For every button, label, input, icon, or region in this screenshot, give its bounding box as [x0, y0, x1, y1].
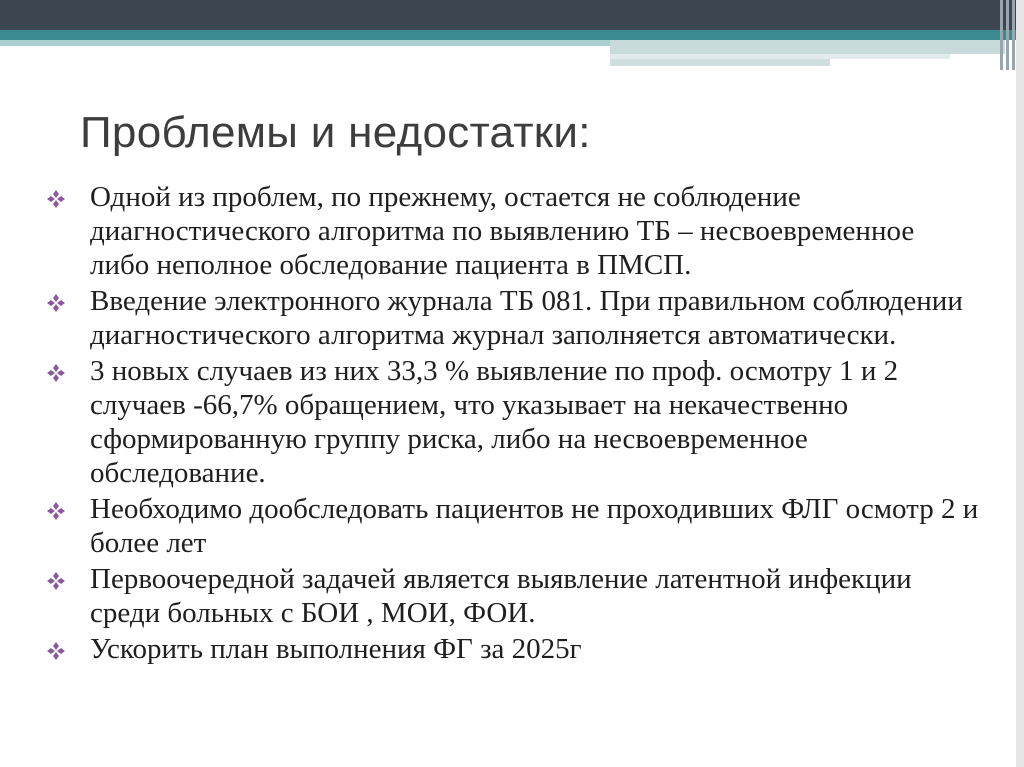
bullet-list	[40, 180, 980, 668]
bullet-item	[40, 632, 980, 666]
header-accent-band	[0, 30, 1024, 40]
diamond-bullet-icon	[46, 501, 66, 521]
slide-title: Проблемы и недостатки:	[80, 108, 591, 157]
bullet-item	[40, 562, 980, 630]
header-decor-bar	[610, 59, 830, 66]
bullet-text: Ускорить план выполнения ФГ за 2025г	[90, 633, 582, 665]
bullet-item	[40, 284, 980, 352]
bullet-item	[40, 180, 980, 282]
bullet-text: Введение электронного журнала ТБ 081. При правильном соблюдении диагностического алгоритма журнал заполняется автоматически.	[90, 285, 963, 351]
diamond-bullet-icon	[46, 189, 66, 209]
header-decor-bar	[610, 40, 1005, 54]
diamond-bullet-icon	[46, 363, 66, 383]
header-band	[0, 0, 1024, 30]
bullet-text: 3 новых случаев из них 33,3 % выявление по проф. осмотру 1 и 2 случаев -66,7% обращением, что указывает на некачественно сформированную группу риска, либо на несвоевременное обследование.	[90, 355, 899, 489]
diamond-bullet-icon	[46, 571, 66, 591]
bullet-text: Необходимо дообследовать пациентов не проходивших ФЛГ осмотр 2 и более лет	[90, 493, 979, 559]
diamond-bullet-icon	[46, 641, 66, 661]
header-accent-light	[0, 40, 610, 46]
diamond-bullet-icon	[46, 293, 66, 313]
bullet-text: Одной из проблем, по прежнему, остается не соблюдение диагностического алгоритма по выявлению ТБ – несвоевременное либо неполное обследование пациента в ПМСП.	[90, 181, 915, 281]
bullet-item	[40, 354, 980, 490]
slide-right-edge	[1016, 0, 1024, 767]
bullet-item	[40, 492, 980, 560]
bullet-text: Первоочередной задачей является выявление латентной инфекции среди больных с БОИ , МОИ, ФОИ.	[90, 563, 912, 629]
